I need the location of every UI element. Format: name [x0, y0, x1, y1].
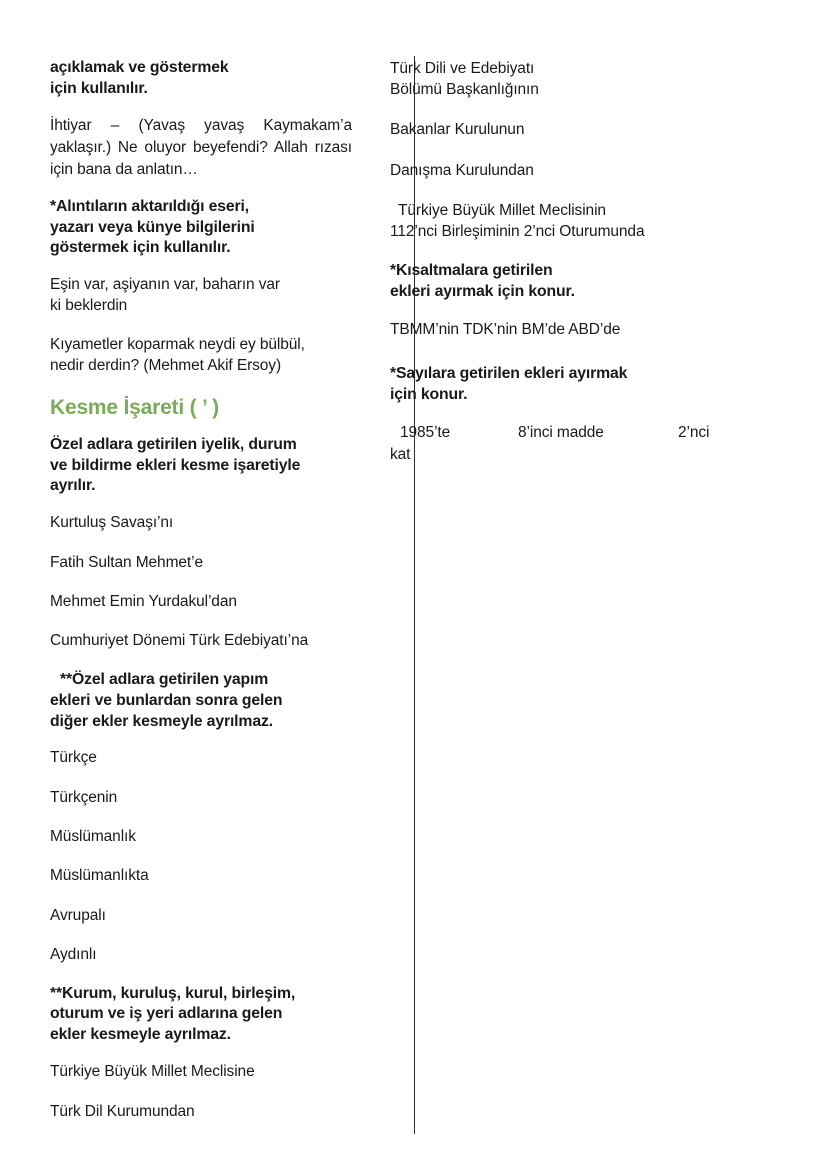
rule-derivational-line-1: **Özel adlara getirilen yapım [60, 670, 269, 688]
example-item: Türkiye Büyük Millet Meclisine [50, 1063, 255, 1081]
rule-proper-nouns [50, 435, 352, 498]
example-department-line-2: Bölümü Başkanlığının [390, 81, 539, 99]
rule-abbreviations-line-2: ekleri ayırmak için konur. [390, 282, 575, 300]
example-item: Müslümanlıkta [50, 867, 149, 885]
rule-citation-line-3: göstermek için kullanılır. [50, 239, 231, 257]
rule-proper-nouns-line-2: ve bildirme ekleri kesme işaretiyle [50, 456, 301, 474]
rule-derivational-line-2: ekleri ve bunlardan sonra gelen [50, 691, 283, 709]
example-number-2nci: 2’nci [678, 423, 710, 441]
example-dialog-quote: İhtiyar – (Yavaş yavaş Kaymakam’a yaklaşır.) Ne oluyor beyefendi? Allah rızası için bana da anlatın… [50, 116, 352, 178]
example-number-kat: kat [390, 445, 411, 463]
right-column [364, 58, 828, 465]
example-item: Kurtuluş Savaşı’nı [50, 514, 174, 532]
example-numbers-row-2 [390, 444, 788, 466]
example-item: Mehmet Emin Yurdakul’dan [50, 593, 237, 611]
example-tbmm-line-2: 112’nci Birleşiminin 2’nci Oturumunda [390, 222, 645, 240]
example-poem-2-line-2: nedir derdin? (Mehmet Akif Ersoy) [50, 357, 282, 375]
rule-continued-line-1: açıklamak ve göstermek [50, 59, 229, 76]
rule-derivational-line-3: diğer ekler kesmeyle ayrılmaz. [50, 712, 273, 730]
example-council: Bakanlar Kurulunun [390, 121, 525, 139]
section-heading-kesme-isareti: Kesme İşareti ( ’ ) [50, 395, 219, 419]
example-item: Müslümanlık [50, 828, 136, 846]
example-item: Aydınlı [50, 946, 97, 964]
example-item: Türkçe [50, 749, 97, 767]
rule-continued-line-2: için kullanılır. [50, 79, 148, 97]
example-number-1985: 1985’te [400, 423, 451, 441]
rule-proper-nouns-line-3: ayrılır. [50, 477, 96, 495]
left-column [0, 58, 364, 1140]
example-department [390, 58, 788, 100]
example-numbers-group [390, 422, 788, 465]
example-item: Türk Dil Kurumundan [50, 1102, 195, 1120]
example-number-8inci-madde: 8’inci madde [518, 423, 604, 441]
example-tbmm-line-1: Türkiye Büyük Millet Meclisinin [398, 201, 606, 219]
example-poem-2-line-1: Kıyametler koparmak neydi ey bülbül, [50, 336, 305, 354]
example-poem-2 [50, 334, 352, 376]
example-department-line-1: Türk Dili ve Edebiyatı [390, 60, 535, 77]
rule-citation-line-2: yazarı veya künye bilgilerini [50, 218, 255, 236]
rule-derivational-suffixes [50, 670, 352, 733]
example-abbreviations: TBMM’nin TDK’nin BM’de ABD’de [390, 320, 621, 338]
example-item: Avrupalı [50, 906, 106, 924]
rule-institutions [50, 984, 352, 1047]
rule-numbers-line-2: için konur. [390, 385, 468, 403]
example-numbers-row-1 [390, 422, 788, 444]
rule-institutions-line-2: oturum ve iş yeri adlarına gelen [50, 1005, 283, 1023]
example-advisory-council: Danışma Kurulundan [390, 161, 534, 179]
rule-institutions-line-3: ekler kesmeyle ayrılmaz. [50, 1026, 231, 1044]
rule-abbreviations [390, 261, 788, 303]
rule-citation-line-1: *Alıntıların aktarıldığı eseri, [50, 197, 250, 215]
example-item: Fatih Sultan Mehmet’e [50, 553, 203, 571]
example-item: Cumhuriyet Dönemi Türk Edebiyatı’na [50, 632, 309, 650]
rule-citation [50, 197, 352, 260]
example-tbmm-session [390, 200, 788, 242]
example-item: Türkçenin [50, 788, 118, 806]
rule-abbreviations-line-1: *Kısaltmalara getirilen [390, 262, 553, 280]
two-column-layout [0, 58, 828, 1140]
rule-numbers-line-1: *Sayılara getirilen ekleri ayırmak [390, 365, 628, 383]
example-poem-1-line-2: ki beklerdin [50, 297, 128, 315]
rule-proper-nouns-line-1: Özel adlara getirilen iyelik, durum [50, 435, 297, 453]
rule-institutions-line-1: **Kurum, kuruluş, kurul, birleşim, [50, 984, 296, 1002]
rule-continued [50, 58, 352, 100]
example-poem-1-line-1: Eşin var, aşiyanın var, baharın var [50, 276, 280, 294]
rule-numbers [390, 364, 788, 406]
example-poem-1 [50, 274, 352, 316]
